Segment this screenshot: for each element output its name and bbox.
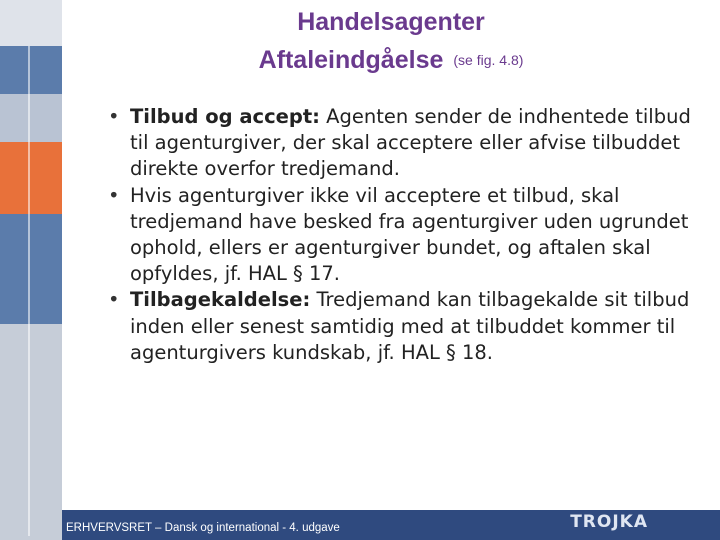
subtitle-text: Aftaleindgåelse bbox=[258, 46, 444, 74]
publisher-logo: TROJKA bbox=[570, 512, 648, 532]
bullet-text: Tredjemand kan tilbagekalde sit tilbud inden eller senest samtidig med at tilbuddet kommer til agenturgivers kundskab, jf. HAL § 18. bbox=[130, 288, 690, 364]
bullet-text: Hvis agenturgiver ikke vil acceptere et tilbud, skal tredjemand have besked fra agenturgiver uden ugrundet ophold, ellers er agenturgiver bundet, og aftalen skal opfyldes, jf. HAL § 17. bbox=[130, 183, 689, 286]
bullet-list bbox=[108, 104, 708, 366]
decorative-sidebar bbox=[0, 0, 62, 540]
slide-title: Handelsagenter bbox=[297, 8, 485, 36]
bullet-lead: Tilbud og accept: bbox=[130, 105, 320, 128]
sidebar-line bbox=[10, 46, 30, 536]
bullet-text: Agenten sender de indhentede tilbud til agenturgiver, der skal acceptere eller afvise tilbuddet direkte overfor tredjemand. bbox=[130, 105, 691, 181]
bullet-item bbox=[108, 287, 708, 366]
bullet-item bbox=[108, 183, 708, 288]
bullet-item bbox=[108, 104, 708, 183]
footer-text: ERHVERVSRET – Dansk og international - 4. udgave bbox=[66, 522, 340, 534]
figure-reference: (se fig. 4.8) bbox=[453, 52, 524, 68]
sidebar-stripe bbox=[0, 0, 62, 46]
slide-subtitle bbox=[62, 46, 720, 75]
bullet-lead: Tilbagekaldelse: bbox=[130, 288, 311, 312]
